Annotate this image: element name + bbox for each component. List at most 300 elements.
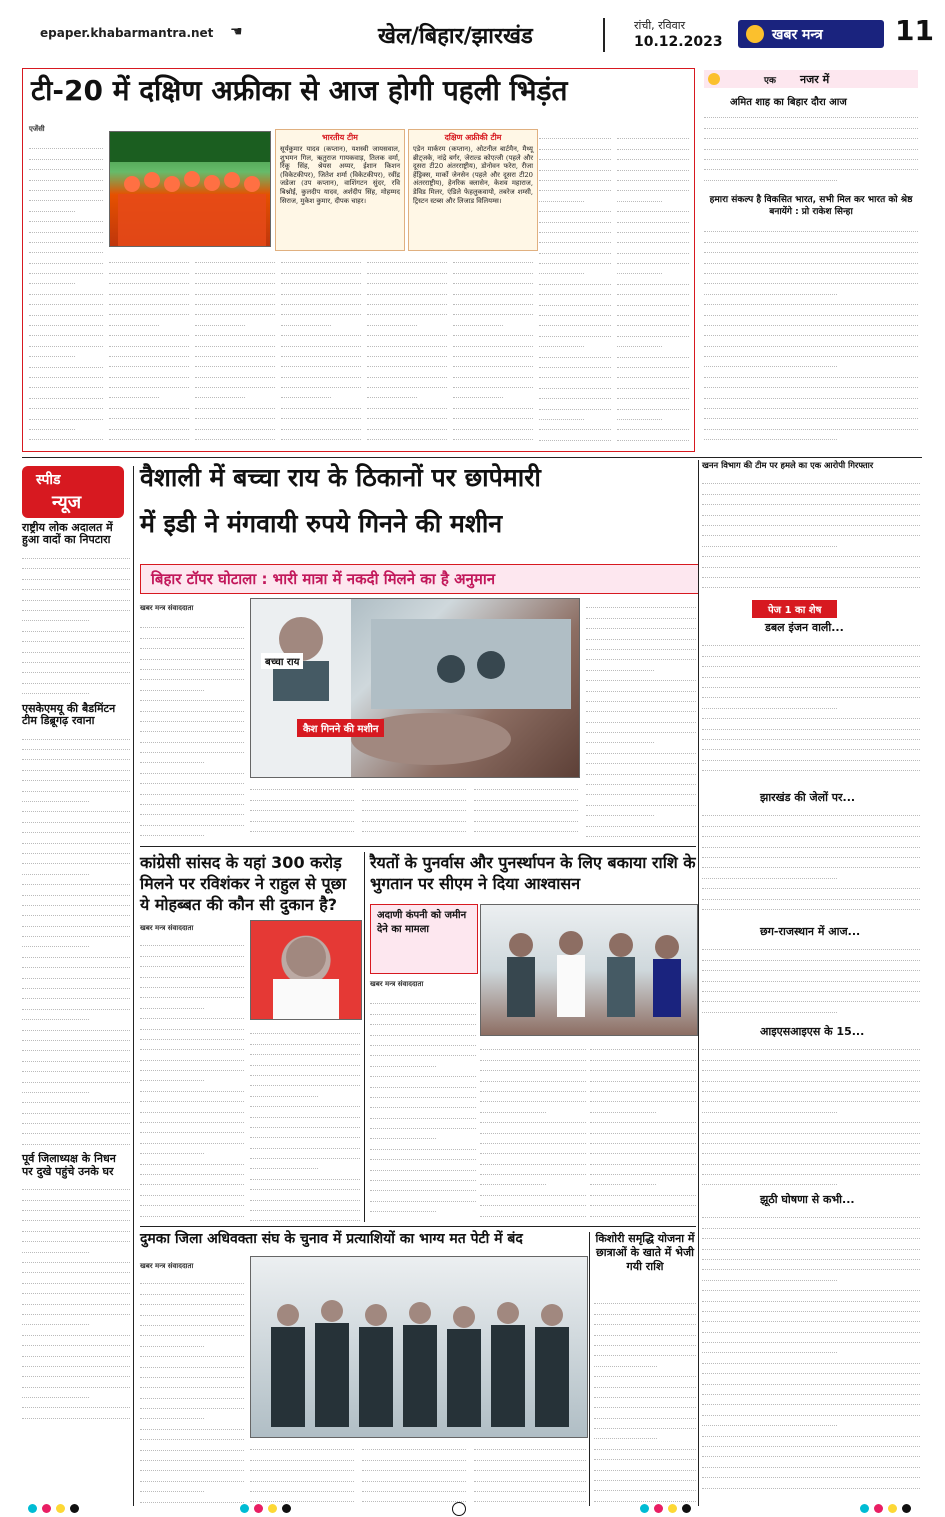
- text-line: [250, 1221, 360, 1222]
- text-line: [140, 670, 244, 680]
- lead-dateline: एजेंसी: [29, 125, 45, 133]
- left-h2: एसकेएमयू की बैडमिंटन टीम डिब्रूगढ़ रवाना: [22, 701, 116, 727]
- text-line: [22, 760, 130, 770]
- text-line: [702, 940, 920, 950]
- text-line: [140, 1144, 204, 1154]
- text-line: [29, 149, 103, 159]
- brand-logo: [738, 20, 884, 48]
- text-line: [586, 775, 696, 785]
- text-line: [370, 1171, 476, 1181]
- lead-body-col-7: [539, 129, 611, 445]
- text-line: [140, 1399, 244, 1409]
- text-line: [195, 430, 275, 440]
- text-line: [29, 357, 103, 367]
- text-line: [539, 181, 611, 191]
- text-line: [22, 653, 130, 663]
- text-line: [586, 743, 696, 753]
- reg-dot: [668, 1504, 677, 1513]
- text-line: [704, 336, 918, 346]
- section-divider: [22, 457, 922, 458]
- text-line: [29, 222, 103, 232]
- text-line: [370, 1129, 436, 1139]
- text-line: [480, 1040, 586, 1050]
- text-line: [480, 1061, 586, 1071]
- text-line: [370, 1139, 476, 1149]
- text-line: [195, 398, 275, 408]
- text-line: [480, 1092, 586, 1102]
- issue-date: 10.12.2023: [634, 34, 723, 50]
- text-line: [140, 1305, 244, 1315]
- text-line: [586, 681, 696, 691]
- text-line: [22, 1041, 130, 1051]
- text-line: [22, 729, 130, 739]
- text-line: [367, 263, 447, 273]
- text-line: [109, 409, 189, 419]
- text-line: [109, 440, 189, 445]
- text-line: [109, 284, 189, 294]
- text-line: [281, 336, 361, 346]
- speed-news-badge: [22, 466, 124, 518]
- text-line: [22, 1145, 130, 1149]
- page1-rest-body-2: [702, 806, 920, 916]
- text-line: [474, 1482, 586, 1492]
- text-line: [250, 1034, 360, 1044]
- text-line: [586, 692, 696, 702]
- text-line: [367, 367, 447, 377]
- text-line: [281, 398, 361, 408]
- page1-rest-tag: पेज 1 का शेष: [752, 600, 837, 618]
- text-line: [370, 1015, 476, 1025]
- text-line: [195, 253, 275, 263]
- text-line: [480, 1071, 586, 1081]
- reg-dot: [254, 1504, 263, 1513]
- reg-dot: [860, 1504, 869, 1513]
- text-line: [586, 650, 696, 660]
- text-line: [586, 671, 696, 681]
- india-squad-title: भारतीय टीम: [322, 133, 358, 142]
- page1-rest-h2: झारखंड की जेलों पर...: [760, 791, 856, 804]
- reg-dot: [56, 1504, 65, 1513]
- text-line: [480, 1175, 546, 1185]
- text-line: [539, 202, 611, 212]
- text-line: [702, 1489, 837, 1490]
- text-line: [704, 222, 918, 232]
- raid-photo: [250, 598, 580, 778]
- text-line: [702, 1208, 920, 1218]
- text-line: [480, 1144, 586, 1154]
- text-line: [586, 619, 696, 629]
- site-url[interactable]: epaper.khabarmantra.net: [40, 26, 214, 40]
- text-line: [22, 569, 130, 579]
- text-line: [250, 1076, 360, 1086]
- text-line: [367, 347, 447, 357]
- left-column-divider: [133, 466, 134, 1506]
- text-line: [29, 264, 103, 274]
- text-line: [22, 1114, 130, 1124]
- text-line: [617, 430, 689, 440]
- nazar-icon: [708, 73, 720, 85]
- sa-squad-box: [408, 129, 538, 251]
- text-line: [140, 1092, 244, 1102]
- page1-rest-h4: आइएसआइएस के 15...: [760, 1025, 865, 1038]
- text-line: [702, 1291, 920, 1301]
- text-line: [140, 1071, 204, 1081]
- congress-byline: खबर मन्त्र संवाददाता: [140, 924, 194, 932]
- text-line: [29, 368, 103, 378]
- text-line: [704, 316, 918, 326]
- text-line: [480, 1134, 586, 1144]
- text-line: [195, 388, 245, 398]
- text-line: [22, 875, 130, 885]
- text-line: [480, 1165, 586, 1175]
- congress-divider: [364, 852, 365, 1222]
- text-line: [22, 1294, 130, 1304]
- raiyat-callout: [370, 904, 478, 974]
- text-line: [702, 1468, 920, 1478]
- text-line: [281, 315, 331, 325]
- text-line: [539, 420, 611, 430]
- text-line: [370, 1036, 476, 1046]
- lead-body-col-8: [617, 129, 689, 445]
- text-line: [586, 733, 654, 743]
- text-line: [539, 295, 611, 305]
- text-line: [702, 1185, 920, 1186]
- text-line: [704, 181, 918, 190]
- text-line: [702, 1385, 920, 1395]
- text-line: [140, 815, 244, 825]
- text-line: [22, 1124, 130, 1134]
- text-line: [22, 632, 130, 642]
- left-body-1: [22, 549, 130, 699]
- text-line: [109, 315, 159, 325]
- text-line: [22, 1211, 130, 1221]
- text-line: [617, 274, 689, 284]
- text-line: [195, 305, 275, 315]
- text-line: [362, 1471, 466, 1481]
- text-line: [702, 1113, 920, 1123]
- page1-rest-h3: छग-राजस्थान में आज...: [760, 925, 861, 938]
- text-line: [281, 295, 361, 305]
- nazar-column: [700, 68, 922, 448]
- dumka-body-col-4: [474, 1440, 586, 1504]
- text-line: [250, 832, 354, 840]
- text-line: [586, 827, 696, 837]
- text-line: [140, 1368, 244, 1378]
- raiyat-callout-text: अदाणी कंपनी को जमीन देने का मामला: [377, 910, 467, 935]
- text-line: [140, 753, 204, 763]
- text-line: [140, 1451, 244, 1461]
- ravishankar-photo: [250, 920, 362, 1020]
- text-line: [22, 823, 130, 833]
- text-line: [617, 171, 689, 181]
- text-line: [702, 961, 920, 971]
- text-line: [474, 811, 578, 821]
- text-line: [22, 663, 130, 673]
- text-line: [29, 253, 103, 263]
- text-line: [702, 1102, 837, 1112]
- text-line: [702, 1239, 920, 1249]
- text-line: [702, 1457, 920, 1467]
- text-line: [281, 440, 361, 445]
- text-line: [586, 598, 696, 608]
- main-body-col-3: [362, 780, 466, 840]
- text-line: [586, 837, 696, 840]
- text-line: [590, 1134, 696, 1144]
- text-line: [22, 968, 130, 978]
- text-line: [109, 305, 189, 315]
- text-line: [617, 347, 689, 357]
- text-line: [539, 212, 611, 222]
- text-line: [140, 1133, 244, 1143]
- text-line: [480, 1102, 546, 1112]
- text-line: [140, 691, 244, 701]
- text-line: [22, 1367, 130, 1377]
- text-line: [367, 305, 447, 315]
- reg-dot: [240, 1504, 249, 1513]
- text-line: [367, 398, 447, 408]
- text-line: [704, 430, 837, 440]
- text-line: [22, 1134, 130, 1144]
- nazar-item1-body: [704, 108, 918, 190]
- text-line: [22, 611, 89, 621]
- text-line: [474, 1450, 586, 1460]
- reg-dot: [682, 1504, 691, 1513]
- text-line: [539, 243, 611, 253]
- photo-label-person: बच्चा राय: [261, 653, 303, 669]
- main-subhead-bar: [140, 564, 699, 594]
- text-line: [594, 1325, 696, 1335]
- left-h1: राष्ट्रीय लोक अदालत में हुआ वादों का निपटारा: [22, 521, 113, 547]
- text-line: [586, 608, 696, 618]
- text-line: [140, 628, 244, 638]
- text-line: [140, 1061, 244, 1071]
- text-line: [22, 1083, 89, 1093]
- main-story-divider: [140, 846, 696, 847]
- left-h3: पूर्व जिलाध्यक्ष के निधन पर दुखे पहुंचे उनके घर: [22, 1152, 116, 1178]
- main-headline-line2: में इडी ने मंगवायी रुपये गिनने की मशीन: [140, 509, 503, 538]
- text-line: [140, 1040, 244, 1050]
- text-line: [594, 1419, 696, 1429]
- text-line: [362, 780, 466, 790]
- text-line: [22, 1201, 130, 1211]
- text-line: [480, 1196, 586, 1206]
- text-line: [586, 640, 696, 650]
- raiyat-body-col-1: [370, 994, 476, 1222]
- text-line: [702, 688, 920, 698]
- reg-dot: [70, 1504, 79, 1513]
- text-line: [250, 1107, 360, 1117]
- text-line: [586, 764, 696, 774]
- lead-body-col-4: [281, 253, 361, 445]
- section-title: खेल/बिहार/झारखंड: [378, 24, 533, 49]
- reg-dot: [640, 1504, 649, 1513]
- text-line: [281, 305, 361, 315]
- text-line: [250, 811, 354, 821]
- text-line: [195, 295, 275, 305]
- text-line: [370, 1098, 476, 1108]
- text-line: [702, 484, 920, 494]
- text-line: [281, 378, 361, 388]
- raiyat-body-col-3: [590, 1040, 696, 1222]
- text-line: [22, 1253, 130, 1263]
- main-headline-line1: वैशाली में बच्चा राय के ठिकानों पर छापेमारी: [140, 463, 541, 492]
- kishori-body: [594, 1294, 696, 1504]
- text-line: [22, 1072, 130, 1082]
- text-line: [702, 578, 920, 588]
- text-line: [453, 326, 533, 336]
- text-line: [250, 1450, 354, 1460]
- text-line: [702, 806, 920, 816]
- text-line: [453, 284, 533, 294]
- text-line: [453, 440, 533, 445]
- text-line: [109, 347, 189, 357]
- text-line: [367, 430, 447, 440]
- lead-headline: टी-20 में दक्षिण अफ्रीका से आज होगी पहली भिड़ंत: [31, 74, 568, 107]
- text-line: [109, 378, 189, 388]
- raiyat-body-col-2: [480, 1040, 586, 1222]
- text-line: [702, 1364, 920, 1374]
- text-line: [704, 399, 918, 409]
- text-line: [702, 900, 920, 910]
- text-line: [22, 549, 130, 559]
- text-line: [539, 389, 611, 399]
- text-line: [140, 639, 244, 649]
- text-line: [195, 409, 275, 419]
- text-line: [140, 988, 244, 998]
- text-line: [702, 837, 920, 847]
- dumka-divider: [140, 1226, 696, 1227]
- text-line: [140, 1206, 244, 1216]
- text-line: [370, 1181, 476, 1191]
- text-line: [702, 1260, 920, 1270]
- text-line: [617, 243, 689, 253]
- text-line: [617, 181, 689, 191]
- text-line: [702, 709, 920, 719]
- text-line: [617, 378, 689, 388]
- text-line: [22, 642, 130, 652]
- text-line: [29, 274, 75, 284]
- nazar-tag: एक: [764, 76, 776, 86]
- text-line: [140, 680, 204, 690]
- text-line: [22, 1346, 130, 1356]
- text-line: [281, 326, 361, 336]
- text-line: [140, 1154, 244, 1164]
- india-squad-box: [275, 129, 405, 251]
- text-line: [22, 979, 130, 989]
- raiyat-headline: रैयतों के पुनर्वास और पुनर्स्थापन के लिए बकाया राशि के भुगतान पर सीएम ने दिया आश्वासन: [370, 853, 696, 893]
- text-line: [586, 660, 654, 670]
- reg-dot: [282, 1504, 291, 1513]
- text-line: [140, 1419, 244, 1429]
- text-line: [140, 998, 204, 1008]
- text-line: [22, 1051, 130, 1061]
- text-line: [453, 263, 533, 273]
- text-line: [22, 1093, 130, 1103]
- city-day: रांची, रविवार: [634, 19, 686, 32]
- text-line: [594, 1304, 696, 1314]
- text-line: [590, 1144, 696, 1154]
- text-line: [586, 723, 696, 733]
- text-line: [453, 388, 503, 398]
- text-line: [704, 139, 918, 149]
- text-line: [250, 1097, 360, 1107]
- text-line: [140, 1482, 204, 1492]
- text-line: [586, 795, 696, 805]
- text-line: [22, 1336, 130, 1346]
- text-line: [539, 150, 611, 160]
- text-line: [367, 284, 447, 294]
- reg-dot: [42, 1504, 51, 1513]
- text-line: [474, 1440, 586, 1450]
- text-line: [29, 212, 103, 222]
- text-line: [140, 1081, 244, 1091]
- text-line: [702, 1071, 920, 1081]
- text-line: [453, 357, 533, 367]
- text-line: [590, 1206, 696, 1216]
- text-line: [250, 780, 354, 790]
- text-line: [702, 868, 837, 878]
- text-line: [370, 1088, 476, 1098]
- text-line: [702, 1353, 920, 1363]
- cricket-team-illustration: [110, 132, 270, 246]
- text-line: [140, 1440, 244, 1450]
- text-line: [702, 1374, 920, 1384]
- text-line: [594, 1429, 657, 1439]
- text-line: [362, 832, 466, 840]
- text-line: [22, 896, 130, 906]
- text-line: [702, 992, 920, 1002]
- text-line: [22, 947, 130, 957]
- text-line: [140, 660, 244, 670]
- text-line: [702, 1229, 920, 1239]
- text-line: [704, 118, 918, 128]
- text-line: [594, 1408, 696, 1418]
- text-line: [617, 254, 689, 264]
- text-line: [250, 1201, 360, 1211]
- lead-body-col-3: [195, 253, 275, 445]
- text-line: [704, 108, 918, 118]
- text-line: [704, 326, 918, 336]
- text-line: [474, 790, 578, 800]
- text-line: [140, 649, 244, 659]
- lawyers-illustration: [251, 1257, 587, 1437]
- text-line: [590, 1040, 696, 1050]
- reg-dot: [654, 1504, 663, 1513]
- text-line: [702, 1082, 920, 1092]
- india-squad-list: सूर्यकुमार यादव (कप्तान), यशस्वी जायसवाल, शुभमन गिल, ऋतुराज गायकवाड़, तिलक वर्मा, रिंकू सिंह, श्रेयस अय्यर, ईशान किशन (विकेटकीपर), जितेश शर्मा (विकेटकीपर), रवींद्र जडेजा (उप कप्तान), वाशिंगटन सुंदर, रवि बिश्नोई, कुलदीप यादव, अर्शदीप सिंह, मोहम्मद सिराज, मुकेश कुमार, दीपक चाहर।: [280, 145, 400, 205]
- text-line: [140, 795, 244, 805]
- text-line: [453, 336, 533, 346]
- text-line: [594, 1294, 696, 1304]
- text-line: [140, 1284, 244, 1294]
- text-line: [29, 378, 103, 388]
- text-line: [22, 937, 89, 947]
- dumka-photo: [250, 1256, 588, 1438]
- text-line: [250, 1045, 360, 1055]
- text-line: [140, 774, 244, 784]
- page1-rest-h5: झूठी घोषणा से कभी...: [760, 1193, 855, 1206]
- text-line: [22, 1398, 130, 1408]
- left-body-2: [22, 729, 130, 1149]
- text-line: [281, 367, 361, 377]
- text-line: [22, 1357, 130, 1367]
- raiyat-byline: खबर मन्त्र संवाददाता: [370, 980, 424, 988]
- text-line: [140, 784, 244, 794]
- text-line: [22, 1408, 130, 1418]
- text-line: [590, 1175, 656, 1185]
- text-line: [140, 763, 244, 773]
- text-line: [474, 1471, 586, 1481]
